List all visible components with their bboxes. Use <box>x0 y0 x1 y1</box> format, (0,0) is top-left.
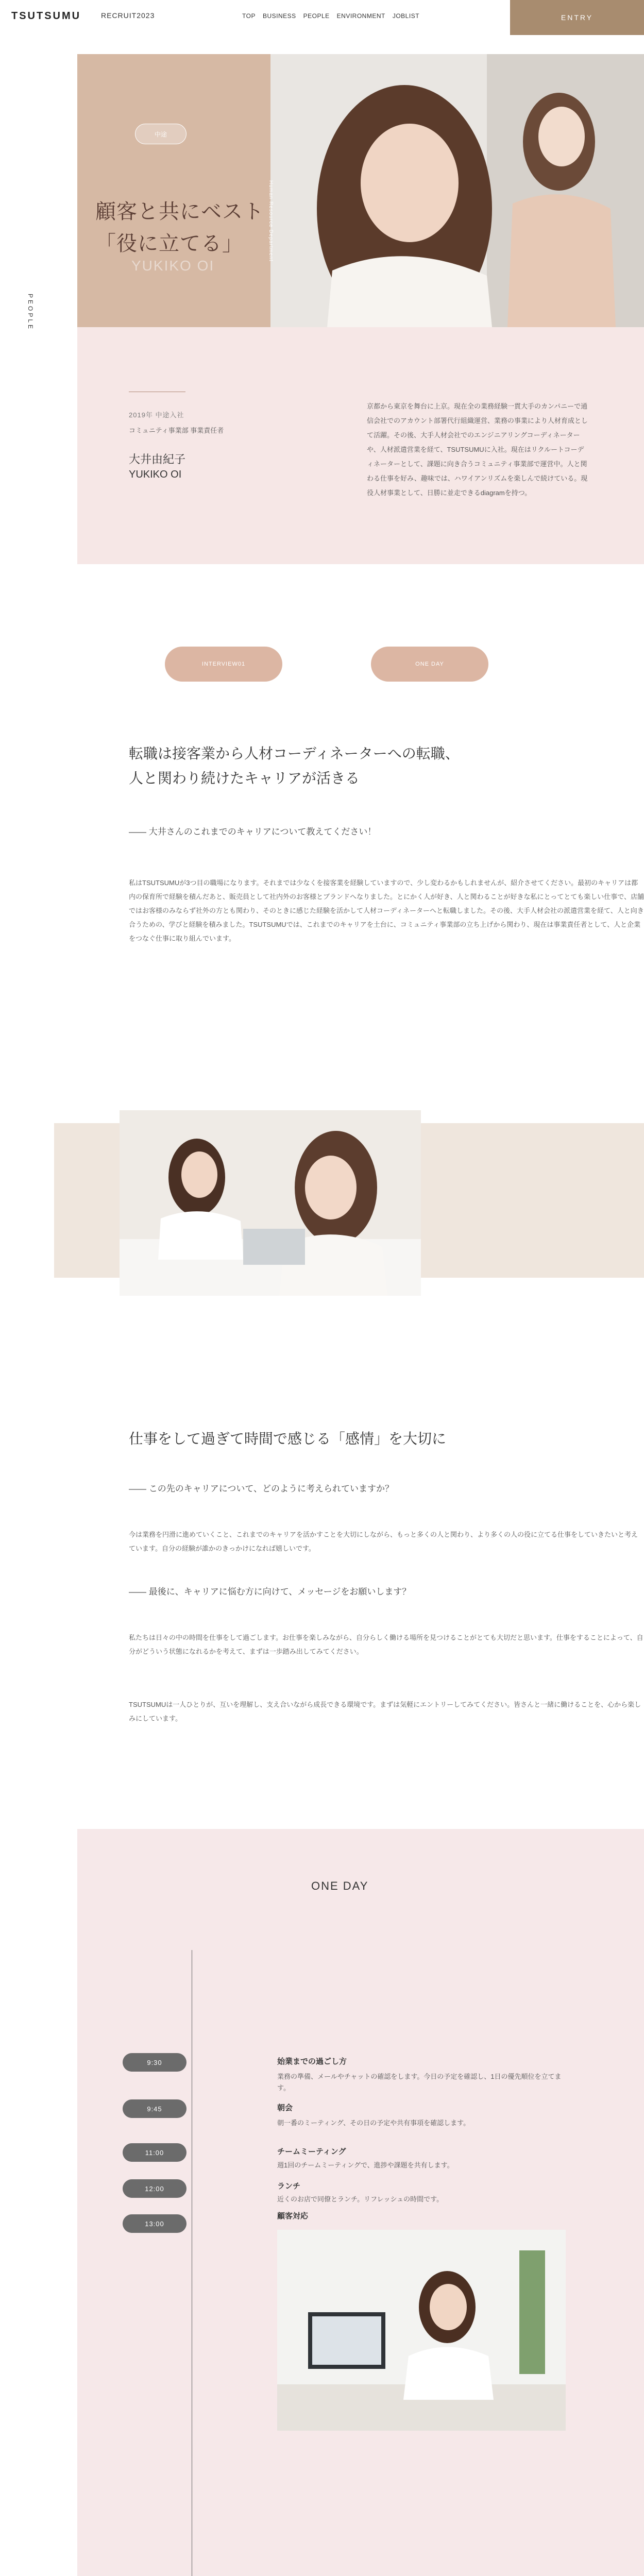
main-nav <box>242 12 419 20</box>
timeline-time: 13:00 <box>123 2214 187 2233</box>
interview-question-3: —— 最後に、キャリアに悩む方に向けて、メッセージをお願いします？ <box>129 1587 411 1597</box>
hero-photo <box>270 54 644 327</box>
profile-join-date: 2019年 中途入社 <box>129 411 184 419</box>
timeline-time: 12:00 <box>123 2179 187 2198</box>
tab-one-day[interactable]: ONE DAY <box>371 647 488 682</box>
interview-heading-1 <box>129 742 460 791</box>
timeline-title: 朝会 <box>277 2104 293 2112</box>
site-logo[interactable]: TSUTSUMU <box>11 10 81 22</box>
interview-question-1: —— 大井さんのこれまでのキャリアについて教えてください！ <box>129 827 377 837</box>
site-logo-sub: RECRUIT2023 <box>101 11 155 20</box>
one-day-title: ONE DAY <box>311 1879 369 1892</box>
nav-people[interactable]: PEOPLE <box>303 12 330 20</box>
profile-name-en: YUKIKO OI <box>129 469 182 480</box>
hero-title <box>95 196 264 260</box>
timeline-title: 顧客対応 <box>277 2212 309 2221</box>
hero-photo-caption: Human Resource Department <box>268 180 274 262</box>
hero-title-line2: 「役に立てる」 <box>95 232 243 255</box>
profile-name-jp: 大井由紀子 <box>129 453 186 466</box>
hero-type-badge: 中途 <box>135 124 187 144</box>
timeline-desc: 週1回のチームミーティングで、進捗や課題を共有します。 <box>277 2161 454 2169</box>
hero-title-line1: 顧客と共にベスト <box>95 200 264 223</box>
nav-top[interactable]: TOP <box>242 12 256 20</box>
interview-answer-1: 私はTSUTSUMUが3つ目の職場になります。それまでは少なくを接客業を経験していますので、少し変わるかもしれませんが、紹介させてください。最初のキャリアは都内の保育所で経験を積んだあと、販売員として社内外のお客様とブランドへなりました。とにかく人が好き、人と関わることが好きな私にとってとても楽しい仕事で、店舗ではお客様のみならず社外の方とも関わり、そのときに感じた経験を活かして人材コーディネーターへと転職しました。その後、大手人材会社の派遣営業を経て、人と向き合うための、学びと経験を積みました。TSUTSUMUでは、これまでのキャリアを土台に、コミュニティ事業部の立ち上げから関わり、現在は事業責任者として、人と企業をつなぐ仕事に取り組んでいます。 <box>129 879 644 942</box>
timeline-title: ランチ <box>277 2182 301 2191</box>
timeline-time: 11:00 <box>123 2143 187 2162</box>
interview-answer-3: 私たちは日々の中の時間を仕事をして過ごします。お仕事を楽しみながら、自分らしく働ける場所を見つけることがとても大切だと思います。仕事をすることによって、自分がどういう状態になれるかを考えて、まずは一歩踏み出してみてください。 <box>129 1634 643 1655</box>
interview-question-2: —— この先のキャリアについて、どのように考えられていますか？ <box>129 1484 394 1494</box>
profile-description: 京都から東京を舞台に上京。現在全の業務経験一貫大手のカンパニーで通信会社でのアカウント部署代行組織運営、業務の事業により人材育成として活躍。その後、大手人材会社でのエンジニアリングコーディネーターや、人材派遣営業を経て、TSUTSUMUに入社。現在はリクルートコーディネーターとして、課題に向き合うコミュニティ事業部で運営中。人と関わる仕事を好み、趣味では、ハワイアンリズムを楽しんで続けている。現役人材事業として、日勝に並走できるdiagramを持つ。 <box>367 402 588 497</box>
interview-answer-3b: TSUTSUMUは一人ひとりが、互いを理解し、支え合いながら成長できる環境です。まずは気軽にエントリーしてみてください。皆さんと一緒に働けることを、心から楽しみにしています。 <box>129 1701 641 1722</box>
interview-heading-2: 仕事をして過ぎて時間で感じる「感情」を大切に <box>129 1431 447 1447</box>
nav-joblist[interactable]: JOBLIST <box>392 12 420 20</box>
hero-name-en: YUKIKO OI <box>131 258 215 274</box>
interview-heading-1-line2: 人と関わり続けたキャリアが活きる <box>129 771 360 787</box>
timeline-time: 9:45 <box>123 2099 187 2118</box>
nav-business[interactable]: BUSINESS <box>262 12 296 20</box>
one-day-photo <box>277 2230 566 2431</box>
mid-photo <box>120 1110 421 1296</box>
interview-answer-2: 今は業務を円滑に進めていくこと、これまでのキャリアを活かすことを大切にしながら、もっと多くの人と関わり、より多くの人の役に立てる仕事をしていきたいと考えています。自分の経験が誰かのきっかけになれば嬉しいです。 <box>129 1531 638 1552</box>
timeline-desc: 朝一番のミーティング、その日の予定や共有事項を確認します。 <box>277 2119 470 2127</box>
side-section-label: PEOPLE <box>27 294 34 331</box>
hero-panel <box>77 54 270 327</box>
profile-department: コミュニティ事業部 事業責任者 <box>129 427 224 434</box>
header-entry-button[interactable]: ENTRY <box>510 0 644 35</box>
timeline-time: 9:30 <box>123 2053 187 2072</box>
timeline-desc: 業務の準備、メールやチャットの確認をします。今日の予定を確認し、1日の優先順位を立てます。 <box>277 2073 562 2092</box>
timeline-desc: 近くのお店で同僚とランチ。リフレッシュの時間です。 <box>277 2195 444 2203</box>
interview-heading-1-line1: 転職は接客業から人材コーディネーターへの転職、 <box>129 746 460 762</box>
timeline-title: チームミーティング <box>277 2147 346 2156</box>
nav-environment[interactable]: ENVIRONMENT <box>336 12 385 20</box>
timeline-title: 始業までの過ごし方 <box>277 2057 347 2066</box>
tab-interview[interactable]: INTERVIEW01 <box>165 647 282 682</box>
